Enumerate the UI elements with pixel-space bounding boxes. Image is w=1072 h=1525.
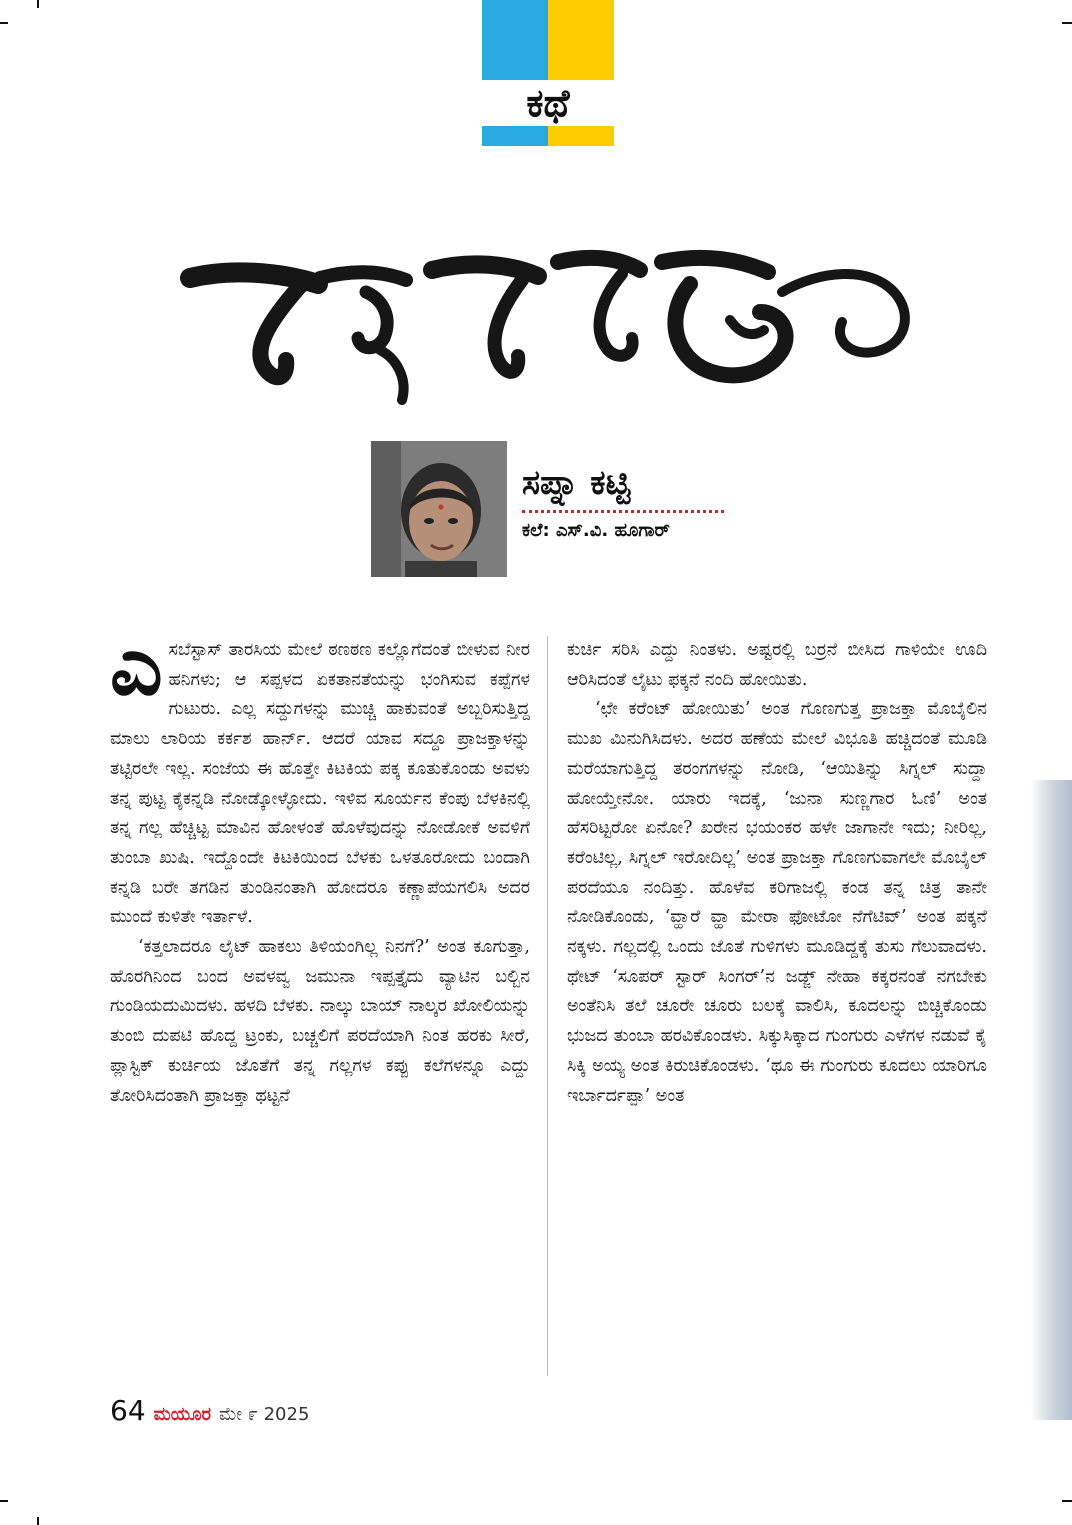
crop-mark — [0, 1500, 8, 1502]
section-label: ಕಥೆ — [482, 80, 614, 126]
article-column-right — [567, 636, 987, 1111]
section-blue-block-top — [482, 0, 548, 80]
illustrator-credit: ಕಲೆ: ಎಸ್.ವಿ. ಹೂಗಾರ್ — [522, 520, 670, 541]
author-name: ಸಪ್ನಾ ಕಟ್ಟಿ — [522, 463, 631, 503]
crop-mark — [37, 0, 39, 8]
article-paragraph: ‘ಛೇ ಕರೆಂಟ್ ಹೋಯಿತು’ ಅಂತ ಗೊಣಗುತ್ತ ಪ್ರಾಜಕ್ತಾ ಮೊಬೈಲಿನ ಮುಖ ಮಿನುಗಿಸಿದಳು. ಅದರ ಹಣೆಯ ಮೇಲೆ ವಿಭೂತಿ ಹಚ್ಚಿದಂತೆ ಮೂಡಿ ಮರೆಯಾಗುತ್ತಿದ್ದ ತರಂಗಗಳನ್ನು ನೋಡಿ, ‘ಆಯಿತಿನ್ನು ಸಿಗ್ನಲ್ ಸುದ್ದಾ ಹೋಯ್ತೇನೋ. ಯಾರು ಇದಕ್ಕೆ, ‘ಜುನಾ ಸುಣ್ಣಗಾರ ಓಣಿ’ ಅಂತ ಹೆಸರಿಟ್ಟರೋ ಏನೋ? ಖರೇನ ಭಯಂಕರ ಹಳೇ ಜಾಗಾನೇ ಇದು; ನೀರಿಲ್ಲ, ಕರೆಂಟಿಲ್ಲ, ಸಿಗ್ನಲ್ ಇರೋದಿಲ್ಲ’ ಅಂತ ಪ್ರಾಜಕ್ತಾ ಗೊಣಗುವಾಗಲೇ ಮೊಬೈಲ್ ಪರದೆಯೂ ನಂದಿತ್ತು. ಹೊಳೆವ ಕರಿಗಾಜಲ್ಲಿ ಕಂಡ ತನ್ನ ಚಿತ್ರ ತಾನೇ ನೋಡಿಕೊಂಡು, ‘ವ್ಹಾರೆ ವ್ಹಾ ಮೇರಾ ಫೋಟೋ ನೆಗೆಟಿವ್’ ಅಂತ ಪಕ್ಕನೆ ನಕ್ಕಳು. ಗಲ್ಲದಲ್ಲಿ ಒಂದು ಜೊತೆ ಗುಳಿಗಳು ಮೂಡಿದ್ದಕ್ಕೆ ತುಸು ಗೆಲುವಾದಳು. ಥೇಟ್ ‘ಸೂಪರ್ ಸ್ಟಾರ್ ಸಿಂಗರ್’ನ ಜಡ್ಜ್ ನೇಹಾ ಕಕ್ಕರನಂತೆ ನಗಬೇಕು ಅಂತೆನಿಸಿ ತಲೆ ಚೂರೇ ಚೂರು ಬಲಕ್ಕೆ ವಾಲಿಸಿ, ಕೂದಲನ್ನು ಬಿಚ್ಚಿಕೊಂಡು ಭುಜದ ತುಂಬಾ ಹರವಿಕೊಂಡಳು. ಸಿಕ್ಕುಸಿಕ್ಕಾದ ಗುಂಗುರು ಎಳೆಗಳ ನಡುವೆ ಕೈ ಸಿಕ್ಕಿ ಅಯ್ಯ ಅಂತ ಕಿರುಚಿಕೊಂಡಳು. ‘ಥೂ ಈ ಗುಂಗುರು ಕೂದಲು ಯಾರಿಗೂ ಇರ್ಬಾರ್ದಪ್ಪಾ’ ಅಂತ — [567, 699, 987, 1106]
drop-cap: ಎ — [110, 619, 163, 714]
magazine-logo: ಮಯೂರ — [153, 1404, 212, 1425]
calligraphic-title-art — [170, 200, 920, 422]
article-paragraph: ‘ಕತ್ತಲಾದರೂ ಲೈಟ್ ಹಾಕಲು ತಿಳಿಯಂಗಿಲ್ಲ ನಿನಗೆ?’ ಅಂತ ಕೂಗುತ್ತಾ, ಹೊರಗಿನಿಂದ ಬಂದ ಅವಳವ್ವ ಜಮುನಾ ಇಪ್ಪತ್ತೈದು ವ್ಯಾಟಿನ ಬಲ್ಬಿನ ಗುಂಡಿಯದುಮಿದಳು. ಹಳದಿ ಬೆಳಕು. ನಾಲ್ಕು ಬಾಯ್ ನಾಲ್ಕರ ಖೋಲಿಯನ್ನು ತುಂಬಿ ದುಪಟಿ ಹೊದ್ದ ಟ್ರಂಕು, ಬಚ್ಚಲಿಗೆ ಪರದೆಯಾಗಿ ನಿಂತ ಹರಕು ಸೀರೆ, ಪ್ಲಾಸ್ಟಿಕ್ ಕುರ್ಚಿಯ ಜೊತೆಗೆ ತನ್ನ ಗಲ್ಲಗಳ ಕಪ್ಪು ಕಲೆಗಳನ್ನೂ ಎದ್ದು ತೋರಿಸಿದಂತಾಗಿ ಪ್ರಾಜಕ್ತಾ ಥಟ್ಟನೆ — [110, 937, 530, 1106]
column-divider — [547, 636, 548, 1376]
author-portrait — [371, 441, 507, 577]
section-blue-block-bottom — [482, 126, 548, 146]
crop-mark — [1062, 1500, 1072, 1502]
article-paragraph: ಕುರ್ಚಿ ಸರಿಸಿ ಎದ್ದು ನಿಂತಳು. ಅಷ್ಟರಲ್ಲಿ ಬರ್ರನೆ ಬೀಸಿದ ಗಾಳಿಯೇ ಊದಿ ಆರಿಸಿದಂತೆ ಲೈಟು ಫಕ್ಕನೆ ನಂದಿ ಹೋಯಿತು. — [567, 640, 987, 690]
page-number: 64 — [110, 1394, 146, 1427]
section-yellow-block-top — [548, 0, 614, 80]
folio — [110, 1394, 309, 1427]
issue-date: ಮೇ ೯ 2025 — [219, 1404, 310, 1425]
author-underline — [522, 510, 724, 513]
crop-mark — [1062, 22, 1072, 24]
illustration-edge — [1030, 780, 1072, 1420]
paragraph-text: ಸಬೆಸ್ಟಾಸ್ ತಾರಸಿಯ ಮೇಲೆ ಠಣಠಣ ಕಲ್ಲೊಗೆದಂತೆ ಬೀಳುವ ನೀರ ಹನಿಗಳು; ಆ ಸಪ್ಪಳದ ಏಕತಾನತೆಯನ್ನು ಭಂಗಿಸುವ ಕಪ್ಪೆಗಳ ಗುಟುರು. ಎಲ್ಲ ಸದ್ದುಗಳನ್ನು ಮುಚ್ಚಿ ಹಾಕುವಂತೆ ಅಬ್ಬರಿಸುತ್ತಿದ್ದ ಮಾಲು ಲಾರಿಯ ಕರ್ಕಶ ಹಾರ್ನ್. ಆದರೆ ಯಾವ ಸದ್ದೂ ಪ್ರಾಜಕ್ತಾಳನ್ನು ತಟ್ಟಿರಲೇ ಇಲ್ಲ. ಸಂಜೆಯ ಈ ಹೊತ್ತೇ ಕಿಟಕಿಯ ಪಕ್ಕ ಕೂತುಕೊಂಡು ಅವಳು ತನ್ನ ಪುಟ್ಟ ಕೈಕನ್ನಡಿ ನೋಡ್ಕೋಳ್ಳೋದು. ಇಳಿವ ಸೂರ್ಯನ ಕೆಂಪು ಬೆಳಕಿನಲ್ಲಿ ತನ್ನ ಗಲ್ಲ ಹೆಚ್ಚಿಟ್ಟ ಮಾವಿನ ಹೋಳಂತೆ ಹೊಳೆವುದನ್ನು ನೋಡೋಕೆ ಅವಳಿಗೆ ತುಂಬಾ ಖುಷಿ. ಇದ್ದೊಂದೇ ಕಿಟಕಿಯಿಂದ ಬೆಳಕು ಒಳತೂರೋದು ಬಂದಾಗಿ ಕನ್ನಡಿ ಬರೇ ತಗಡಿನ ತುಂಡಿನಂತಾಗಿ ಹೋದರೂ ಕಣ್ಣಾಪೆಯಗಲಿಸಿ ಅದರ ಮುಂದೆ ಕುಳಿತೇ ಇರ್ತಾಳೆ. — [110, 640, 530, 928]
crop-mark — [37, 1517, 39, 1525]
section-yellow-block-bottom — [548, 126, 614, 146]
article-paragraph — [110, 619, 530, 933]
crop-mark — [0, 22, 8, 24]
article-column-left — [110, 619, 530, 1111]
